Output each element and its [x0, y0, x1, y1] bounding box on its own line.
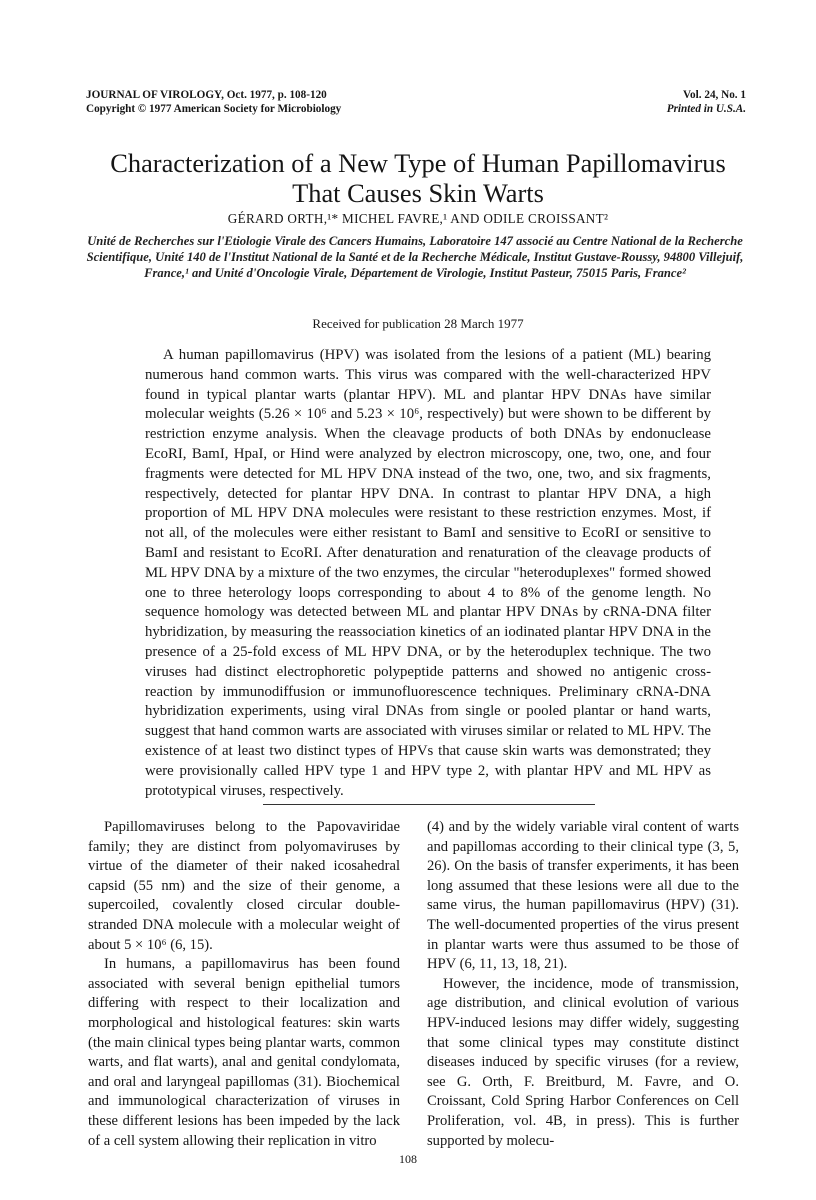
page-number: 108: [399, 1152, 417, 1166]
printed-line: Printed in U.S.A.: [666, 103, 746, 115]
body-column-left: [88, 818, 400, 1151]
received-date: Received for publication 28 March 1977: [312, 316, 524, 331]
body-paragraph: In humans, a papillomavirus has been found associated with several benign epithelial tumors differing with respect to their localization and morphological and histological features: skin warts (the main clinical types being plantar warts, common warts, and flat warts), anal and genital condylomata, and oral and laryngeal papillomas (31). Biochemical and immunological characterization of viruses in these different lesions has been impeded by the lack of a cell system allowing their replication in vitro: [88, 956, 400, 1149]
affiliations: Unité de Recherches sur l'Etiologie Virale des Cancers Humains, Laboratoire 147 associé au Centre National de la Recherche Scientifique, Unité 140 de l'Institut National de la Santé et de la Recherche Médicale, Institut Gustave-Roussy, 94800 Villejuif, France,¹ and Unité d'Oncologie Virale, Département de Virologie, Institut Pasteur, 75015 Paris, France²: [86, 234, 744, 281]
abstract-divider: [263, 804, 595, 805]
volume-line: Vol. 24, No. 1: [683, 89, 746, 101]
title-line-2: That Causes Skin Warts: [292, 178, 544, 208]
copyright-line: Copyright © 1977 American Society for Microbiology: [86, 103, 342, 115]
title-line-1: Characterization of a New Type of Human Papillomavirus: [110, 148, 726, 178]
body-paragraph: (4) and by the widely variable viral content of warts and papillomas according to their clinical type (3, 5, 26). On the basis of transfer experiments, it has been long assumed that these lesions were all due to the same virus, the human papillomavirus (HPV) (31). The well-documented properties of the virus present in plantar warts were thus assumed to be those of HPV (6, 11, 13, 18, 21).: [427, 819, 739, 973]
authors: GÉRARD ORTH,¹* MICHEL FAVRE,¹ AND ODILE CROISSANT²: [227, 211, 609, 226]
article-title: [60, 148, 776, 208]
header-right: [496, 88, 746, 116]
body-paragraph: However, the incidence, mode of transmission, age distribution, and clinical evolution of various HPV-induced lesions may differ widely, suggesting that some clinical types may constitute distinct diseases induced by specific viruses (for a review, see G. Orth, F. Breitburd, M. Favre, and O. Croissant, Cold Spring Harbor Conferences on Cell Proliferation, vol. 4B, in press). This is further supported by molecu-: [427, 975, 739, 1149]
abstract: A human papillomavirus (HPV) was isolated from the lesions of a patient (ML) bearing numerous hand common warts. This virus was compared with the well-characterized HPV found in typical plantar warts (plantar HPV). ML and plantar HPV DNAs have similar molecular weights (5.26 × 10⁶ and 5.23 × 10⁶, respectively) but were shown to be different by restriction enzyme analysis. When the cleavage products of both DNAs by endonuclease EcoRI, BamI, HpaI, or Hind were analyzed by electron microscopy, one, two, one, and four fragments were detected for ML HPV DNA instead of the two, one, two, and six fragments, respectively, detected for plantar HPV DNA. In contrast to plantar HPV DNA, a high proportion of ML HPV DNA molecules were resistant to these restriction enzymes. Most, if not all, of the molecules were either resistant to BamI and sensitive to EcoRI or sensitive to BamI and resistant to EcoRI. After denaturation and renaturation of the cleavage products of ML HPV DNA by a mixture of the two enzymes, the circular "heteroduplexes" formed showed one to three heterology loops corresponding to about 4 to 8% of the genome length. No sequence homology was detected between ML and plantar HPV DNAs by cRNA-DNA filter hybridization, by measuring the reassociation kinetics of an iodinated plantar HPV DNA in the presence of a 25-fold excess of ML HPV DNA, or by the heteroduplex technique. The two viruses had distinct electrophoretic polypeptide patterns and showed no antigenic cross-reaction by immunodiffusion or immunofluorescence techniques. Preliminary cRNA-DNA hybridization experiments, using viral DNAs from single or pooled plantar or hand warts, suggest that hand common warts are associated with viruses similar or related to ML HPV. The existence of at least two distinct types of HPVs that cause skin warts was demonstrated; they were provisionally called HPV type 1 and HPV type 2, with plantar HPV and ML HPV as prototypical viruses, respectively.: [145, 347, 711, 799]
journal-line: JOURNAL OF VIROLOGY, Oct. 1977, p. 108-120: [86, 89, 327, 101]
body-column-right: [427, 818, 739, 1151]
header-left: [86, 88, 486, 116]
body-paragraph: Papillomaviruses belong to the Papovaviridae family; they are distinct from polyomaviruses by virtue of the diameter of their naked icosahedral capsid (55 nm) and the size of their genome, a supercoiled, covalently closed circular double-stranded DNA molecule with a molecular weight of about 5 × 10⁶ (6, 15).: [88, 819, 400, 953]
